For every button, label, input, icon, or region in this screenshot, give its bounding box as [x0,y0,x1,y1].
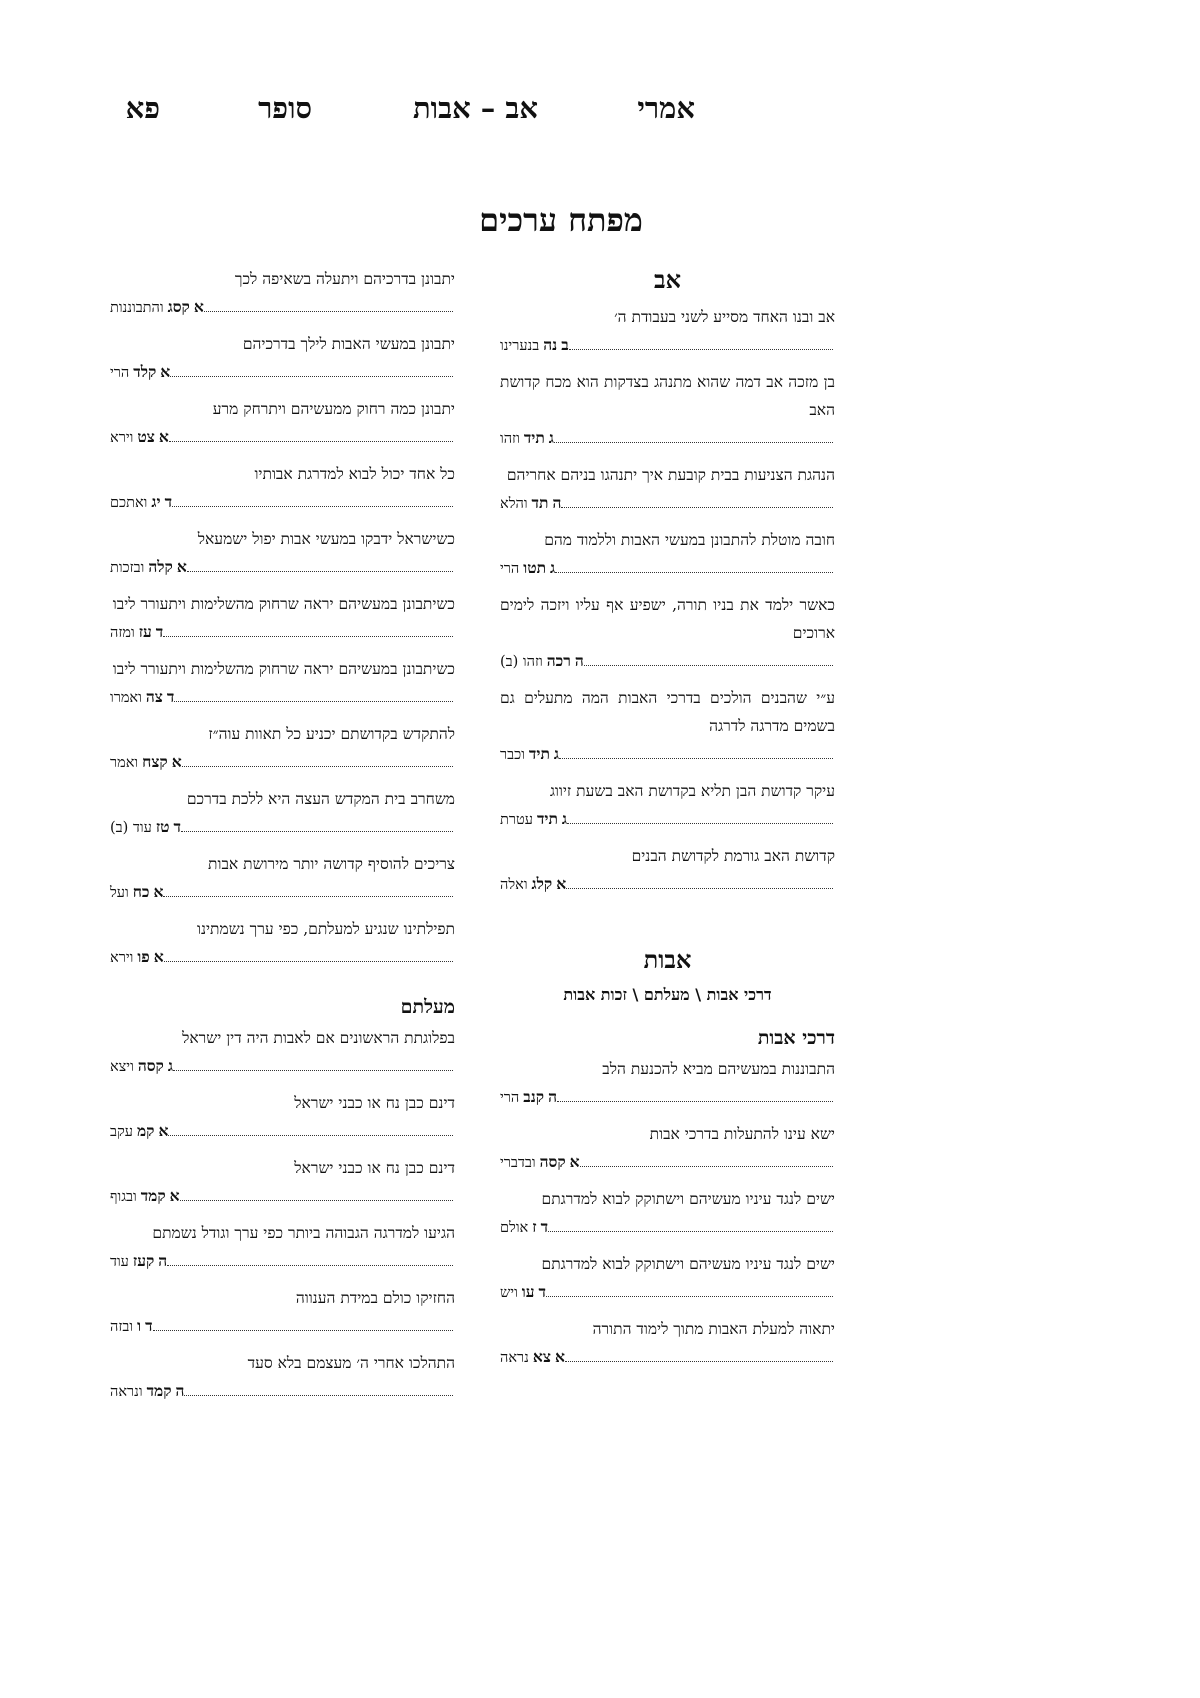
entry-volume: א [556,874,567,893]
dot-leader [546,1296,833,1297]
entry-text: כשיתבונן במעשיהם יראה שרחוק מהשלימות ויתעורר ליבו [112,595,455,613]
entry-reference [500,870,835,899]
entry-volume: ה [574,651,584,670]
header-book-name-second: סופר [258,91,312,125]
entry-text: כשיתבונן במעשיהם יראה שרחוק מהשלימות ויתעורר ליבו [112,660,455,678]
dot-leader [204,311,453,312]
index-entry [500,303,835,360]
entry-reference [500,1083,835,1112]
entry-volume: ד [166,687,175,706]
index-entry [500,591,835,676]
entry-text: קדושת האב גורמת לקדושת הבנים [631,847,835,865]
entry-catchword: ואלה [500,877,528,893]
entry-volume: ה [158,1251,168,1270]
entry-catchword: ומזה [110,625,135,641]
dot-leader [174,701,453,702]
entry-reference [110,618,455,647]
dot-leader [584,665,833,666]
index-entry [110,265,455,322]
entry-catchword: והתבוננות [110,300,164,316]
entry-text: משחרב בית המקדש העצה היא ללכת בדרכם [186,790,455,808]
header-entry-range: אב – אבות [413,91,538,125]
entry-reference [110,358,455,387]
entry-volume: ד [155,622,164,641]
index-entry [110,1284,455,1341]
dot-leader [169,441,453,442]
index-entry [110,655,455,712]
entry-text: אב ובנו האחד מסייע לשני בעבודת ה׳ [614,308,835,326]
dot-leader [163,636,453,637]
dot-leader [168,1135,453,1136]
entry-volume: א [160,362,171,381]
entry-page: קסג [167,297,190,316]
entry-text: ישים לנגד עיניו מעשיהם וישתוקק לבוא למדרגתם [541,1255,835,1273]
entry-reference [110,1182,455,1211]
dot-leader [565,1361,833,1362]
header-page-number: פא [125,91,160,125]
entry-catchword: וכבר [500,747,525,763]
entry-text: צריכים להוסיף קדושה יותר מירושת אבות [208,855,455,873]
entry-catchword: ובדברי [500,1155,536,1171]
entry-catchword: הרי [500,1090,520,1106]
entry-text: כל אחד יכול לבוא למדרגת אבותיו [254,465,455,483]
right-column [500,265,835,1380]
entry-page: קסה [539,1152,566,1171]
entry-reference [500,740,835,769]
entry-reference [110,293,455,322]
entry-page: עו [521,1282,535,1301]
index-entry [110,1154,455,1211]
entry-reference [500,1213,835,1242]
index-entry [110,785,455,842]
entry-page: צא [532,1347,551,1366]
index-entry [500,461,835,518]
entry-text: התהלכו אחרי ה׳ מעצמם בלא סעד [247,1354,455,1372]
entry-page: קמד [140,1186,166,1205]
entry-catchword: ואמר [110,755,139,771]
entry-reference [110,553,455,582]
entry-text: עיקר קדושת הבן תליא בקדושת האב בשעת זיווג [549,782,835,800]
entry-volume: ד [164,492,173,511]
dot-leader [172,506,453,507]
entry-catchword: וזהו (ב) [500,654,543,670]
entry-volume: א [554,1347,565,1366]
index-entry [110,590,455,647]
index-entry [500,368,835,453]
entry-text: החזיקו כולם במידת הענווה [295,1289,455,1307]
dot-leader [167,1265,453,1266]
entry-text: יתבונן במעשי האבות לילך בדרכיהם [242,335,455,353]
entry-catchword: ונראה [110,1384,143,1400]
index-entry [500,777,835,834]
section-subheading-avot: דרכי אבות \ מעלתם \ זכות אבות [563,985,772,1004]
entry-catchword: ואמרו [110,690,142,706]
entry-page: טז [155,817,170,836]
entry-page: קלה [148,557,173,576]
dot-leader [170,376,453,377]
entry-text: יתאוה למעלת האבות מתוך לימוד התורה [592,1320,835,1338]
entry-page: קמ [136,1121,155,1140]
entry-volume: ה [552,493,562,512]
entry-page: קמד [146,1381,172,1400]
dot-leader [555,572,833,573]
dot-leader [566,888,833,889]
entry-catchword: ואתכם [110,495,148,511]
index-entry [110,1219,455,1276]
index-entry [500,684,835,769]
index-entry [110,915,455,972]
entry-catchword: ובזה [110,1319,134,1335]
entry-reference [500,1148,835,1177]
entry-reference [110,488,455,517]
dot-leader [163,896,453,897]
entry-text: דינם כבן נח או כבני ישראל [294,1159,455,1177]
entry-catchword: וירא [110,430,134,446]
entry-text: ע״י שהבנים הולכים בדרכי האבות המה מתעלים גם בשמים מדרגה לדרגה [500,689,835,735]
entry-reference [110,683,455,712]
entry-volume: ד [173,817,181,836]
entry-reference [110,1117,455,1146]
entry-page: קנב [523,1087,545,1106]
entry-text: תפילתינו שנגיע למעלתם, כפי ערך נשמתינו [196,920,455,938]
entry-text: הגיעו למדרגה הגבוהה ביותר כפי ערך וגודל נשמתם [152,1224,455,1242]
entry-reference [110,423,455,452]
entry-catchword: נראה [500,1350,529,1366]
dot-leader [184,1395,453,1396]
index-entry [500,526,835,583]
index-entry [110,525,455,582]
entry-catchword: ויצא [110,1059,134,1075]
entry-text: דינם כבן נח או כבני ישראל [294,1094,455,1112]
darkhei-avot-continued-entries [110,265,455,972]
entry-volume: ב [561,335,569,354]
entry-reference [110,813,455,842]
dot-leader [164,961,453,962]
index-entry [500,1120,835,1177]
entry-text: להתקדש בקדושתם יכניע כל תאוות עוה״ז [208,725,455,743]
entry-page: קעז [132,1251,155,1270]
entry-volume: א [193,297,204,316]
dot-leader [559,758,833,759]
entry-text: ישים לנגד עיניו מעשיהם וישתוקק לבוא למדרגתם [541,1190,835,1208]
entry-catchword: וירא [110,950,134,966]
entry-catchword: והלא [500,496,528,512]
entry-page: קלג [531,874,553,893]
entry-reference [500,647,835,676]
entry-text: יתבונן כמה רחוק ממעשיהם ויתרחק מרע [212,400,455,418]
entry-reference [500,331,835,360]
entry-reference [500,1343,835,1372]
entry-catchword: ובזכות [110,560,145,576]
entry-page: תטו [523,558,547,577]
entry-volume: א [153,947,164,966]
dot-leader [181,831,453,832]
entry-volume: א [171,752,182,771]
entry-reference [500,489,835,518]
entry-page: פו [137,947,150,966]
entry-reference [500,805,835,834]
index-entry [110,395,455,452]
index-entry [110,330,455,387]
entry-reference [110,748,455,777]
entry-volume: א [169,1186,180,1205]
index-entry [110,850,455,907]
section-darkhei-avot-entries [500,1055,835,1372]
entry-text: ישא עינו להתעלות בדרכי אבות [649,1125,835,1143]
subsection-heading-darkhei-avot: דרכי אבות [757,1027,835,1049]
entry-reference [110,878,455,907]
entry-page: ז [532,1217,537,1236]
entry-page: קצח [142,752,168,771]
entry-page: יג [151,492,161,511]
dot-leader [561,507,833,508]
entry-page: כח [132,882,150,901]
entry-page: צה [145,687,163,706]
dot-leader [548,1231,833,1232]
page-title: מפתח ערכים [479,201,643,239]
entry-page: תיד [528,744,550,763]
entry-catchword: ועל [110,885,129,901]
entry-text: יתבונן בדרכיהם ויתעלה בשאיפה לכך [234,270,455,288]
dot-leader [153,1330,453,1331]
dot-leader [554,442,833,443]
index-entry [500,842,835,899]
dot-leader [187,571,453,572]
entry-text: הנהגת הצניעות בבית קובעת איך יתנהגו בניהם אחריהם [506,466,835,484]
dot-leader [180,1200,453,1201]
entry-reference [110,1377,455,1406]
section-av-entries [500,303,835,899]
entry-page: קסה [137,1056,164,1075]
entry-page: תיד [523,428,545,447]
entry-page: עז [138,622,152,641]
entry-reference [500,554,835,583]
index-entry [110,720,455,777]
index-entry [110,1089,455,1146]
entry-reference [110,1052,455,1081]
entry-page: תיד [536,809,558,828]
entry-volume: א [569,1152,580,1171]
entry-volume: ג [548,428,554,447]
entry-text: בפלוגתת הראשונים אם לאבות היה דין ישראל [182,1029,455,1047]
entry-page: צט [137,427,155,446]
entry-volume: א [158,427,169,446]
section-maalatam-entries [110,1024,455,1406]
entry-reference [500,1278,835,1307]
entry-page: נה [543,335,558,354]
entry-reference [110,943,455,972]
entry-catchword: ויש [500,1285,518,1301]
entry-catchword: ובגוף [110,1189,137,1205]
entry-text: התבוננות במעשיהם מביא להכנעת הלב [602,1060,835,1078]
index-entry [500,1250,835,1307]
entry-volume: ה [175,1381,185,1400]
dot-leader [182,766,453,767]
index-entry [500,1315,835,1372]
left-column [110,265,455,1414]
entry-page: תד [531,493,549,512]
entry-catchword: בנערינו [500,338,540,354]
entry-reference [500,424,835,453]
entry-volume: ג [167,1056,173,1075]
entry-volume: ד [145,1316,153,1335]
entry-page: רכה [546,651,571,670]
entry-volume: א [153,882,164,901]
entry-text: כשישראל ידבקו במעשי אבות יפול ישמעאל [197,530,455,548]
header-book-name-first: אמרי [637,91,695,125]
dot-leader [173,1070,453,1071]
running-header [0,88,1200,128]
entry-page: ו [137,1316,142,1335]
dot-leader [557,1101,833,1102]
entry-catchword: עוד [110,1254,129,1270]
entry-text: חובה מוטלת להתבונן במעשי האבות וללמוד מהם [544,531,835,549]
entry-page: קלד [133,362,157,381]
entry-reference [110,1312,455,1341]
entry-reference [110,1247,455,1276]
entry-text: בן מזכה אב דמה שהוא מתנהג בצדקות הוא מכח קדושת האב [500,373,835,419]
index-entry [500,1185,835,1242]
entry-volume: ד [540,1217,549,1236]
entry-catchword: הרי [500,561,520,577]
subsection-heading-maalatam: מעלתם [400,996,455,1018]
dot-leader [580,1166,833,1167]
entry-catchword: עוד (ב) [110,820,152,836]
entry-volume: ג [553,744,560,763]
section-heading-avot: אבות [643,945,692,974]
dot-leader [569,349,833,350]
entry-catchword: וזהו [500,431,520,447]
section-heading-av: אב [654,265,681,294]
index-entry [110,1349,455,1406]
dot-leader [567,823,833,824]
entry-catchword: אולם [500,1220,529,1236]
index-entry [110,1024,455,1081]
entry-volume: ג [561,809,568,828]
entry-catchword: עקב [110,1124,133,1140]
entry-volume: ד [538,1282,546,1301]
entry-volume: ג [550,558,556,577]
index-entry [500,1055,835,1112]
entry-catchword: הרי [110,365,130,381]
entry-volume: ה [548,1087,557,1106]
index-entry [110,460,455,517]
entry-text: כאשר ילמד את בניו תורה, ישפיע אף עליו ויזכה לימים ארוכים [500,596,835,642]
entry-volume: א [176,557,187,576]
entry-catchword: עטרת [500,812,533,828]
entry-volume: א [158,1121,169,1140]
